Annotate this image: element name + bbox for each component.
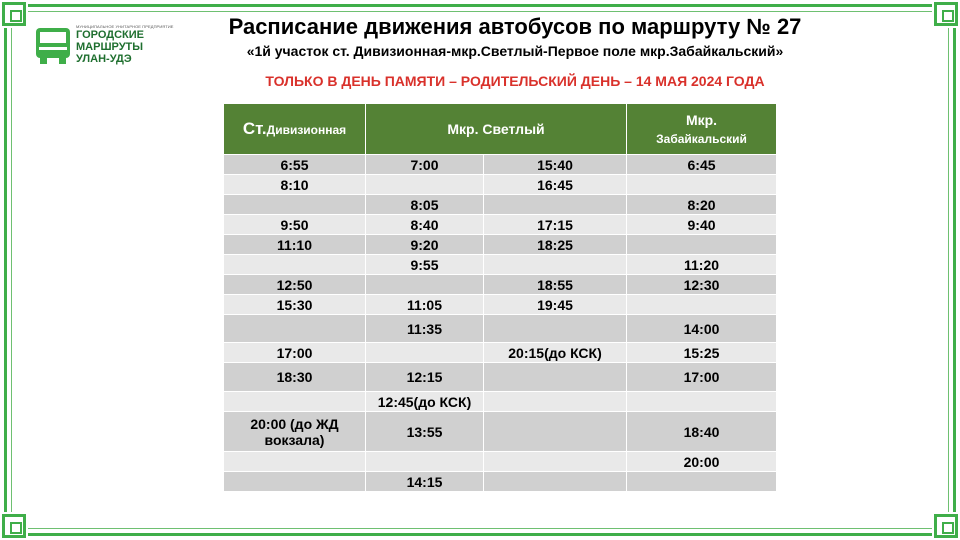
table-cell: [484, 452, 627, 472]
table-cell: 20:00: [627, 452, 777, 472]
table-cell: 11:10: [224, 235, 366, 255]
table-row: [224, 452, 777, 472]
table-cell: [484, 255, 627, 275]
table-row: [224, 155, 777, 175]
table-row: [224, 472, 777, 492]
table-row: [224, 195, 777, 215]
table-row: [224, 295, 777, 315]
table-cell: 17:15: [484, 215, 627, 235]
frame-border-right-inner: [948, 28, 949, 512]
table-cell: 15:40: [484, 155, 627, 175]
frame-corner-top-right: [934, 2, 958, 26]
table-cell: 19:45: [484, 295, 627, 315]
column-header-divizionnaya: [224, 104, 366, 155]
table-cell: [627, 235, 777, 255]
frame-border-left-inner: [11, 28, 12, 512]
table-cell: [366, 343, 484, 363]
table-cell: 12:50: [224, 275, 366, 295]
table-cell: [366, 452, 484, 472]
table-cell: 9:55: [366, 255, 484, 275]
table-cell: 12:45(до КСК): [366, 392, 484, 412]
table-cell: 12:30: [627, 275, 777, 295]
table-cell: 12:15: [366, 363, 484, 392]
table-cell: 18:40: [627, 412, 777, 452]
table-cell: [366, 175, 484, 195]
table-cell: 9:40: [627, 215, 777, 235]
table-cell: [627, 175, 777, 195]
table-cell: 20:15(до КСК): [484, 343, 627, 363]
date-notice: ТОЛЬКО В ДЕНЬ ПАМЯТИ – РОДИТЕЛЬСКИЙ ДЕНЬ – 14 МАЯ 2024 ГОДА: [265, 73, 765, 89]
table-cell: [224, 255, 366, 275]
table-cell: 11:05: [366, 295, 484, 315]
table-cell: [224, 472, 366, 492]
table-cell: 14:15: [366, 472, 484, 492]
column-header-name: Дивизионная: [266, 123, 347, 137]
table-cell: 20:00 (до ЖД вокзала): [224, 412, 366, 452]
column-header-zabaikalsky: [627, 104, 777, 155]
table-cell: 18:30: [224, 363, 366, 392]
table-cell: 18:55: [484, 275, 627, 295]
frame-border-bottom-inner: [28, 528, 932, 529]
table-cell: [627, 295, 777, 315]
table-cell: 6:45: [627, 155, 777, 175]
table-cell: 16:45: [484, 175, 627, 195]
table-cell: [484, 195, 627, 215]
logo-line-1: ГОРОДСКИЕ: [76, 29, 144, 41]
route-subtitle: «1й участок ст. Дивизионная-мкр.Светлый-Первое поле мкр.Забайкальский»: [246, 43, 784, 59]
table-cell: 11:35: [366, 315, 484, 343]
table-cell: 14:00: [627, 315, 777, 343]
frame-corner-top-left: [2, 2, 26, 26]
table-cell: [224, 452, 366, 472]
table-cell: 8:40: [366, 215, 484, 235]
frame-border-top-inner: [28, 11, 932, 12]
table-cell: 8:10: [224, 175, 366, 195]
table-cell: [627, 392, 777, 412]
table-cell: [484, 472, 627, 492]
column-header-line-1: Мкр.: [685, 112, 718, 128]
table-cell: 15:30: [224, 295, 366, 315]
table-cell: 11:20: [627, 255, 777, 275]
frame-border-right: [953, 28, 956, 512]
logo-line-2: МАРШРУТЫ: [76, 41, 144, 53]
table-cell: [627, 472, 777, 492]
frame-border-bottom: [28, 533, 932, 536]
table-cell: [484, 363, 627, 392]
table-header-row: [224, 104, 777, 155]
column-header-line-2: Забайкальский: [656, 132, 747, 146]
table-cell: 8:05: [366, 195, 484, 215]
table-row: [224, 275, 777, 295]
table-cell: 18:25: [484, 235, 627, 255]
table-row: [224, 175, 777, 195]
table-cell: [224, 392, 366, 412]
frame-border-top: [28, 4, 932, 7]
table-row: [224, 235, 777, 255]
table-row: [224, 363, 777, 392]
table-row: [224, 392, 777, 412]
schedule-body: [224, 155, 777, 492]
table-row: [224, 255, 777, 275]
bus-icon: [34, 26, 72, 66]
table-cell: [484, 315, 627, 343]
table-cell: [224, 195, 366, 215]
table-cell: [224, 315, 366, 343]
page-title: Расписание движения автобусов по маршруту № 27: [228, 14, 802, 39]
table-cell: 9:20: [366, 235, 484, 255]
table-cell: [484, 392, 627, 412]
table-cell: 8:20: [627, 195, 777, 215]
table-cell: 9:50: [224, 215, 366, 235]
table-cell: 7:00: [366, 155, 484, 175]
logo-line-3: УЛАН-УДЭ: [76, 53, 132, 65]
table-cell: 13:55: [366, 412, 484, 452]
schedule-table: [223, 103, 777, 492]
table-cell: 17:00: [627, 363, 777, 392]
table-cell: 15:25: [627, 343, 777, 363]
column-header-svetly: Мкр. Светлый: [366, 104, 627, 155]
logo-company-type: МУНИЦИПАЛЬНОЕ УНИТАРНОЕ ПРЕДПРИЯТИЕ: [76, 24, 174, 29]
table-cell: [484, 412, 627, 452]
table-row: [224, 315, 777, 343]
frame-corner-bottom-left: [2, 514, 26, 538]
table-cell: 6:55: [224, 155, 366, 175]
column-header-prefix: Ст.: [242, 119, 267, 138]
table-row: [224, 343, 777, 363]
frame-border-left: [4, 28, 7, 512]
table-cell: [366, 275, 484, 295]
table-row: [224, 215, 777, 235]
table-row: [224, 412, 777, 452]
table-cell: 17:00: [224, 343, 366, 363]
frame-corner-bottom-right: [934, 514, 958, 538]
